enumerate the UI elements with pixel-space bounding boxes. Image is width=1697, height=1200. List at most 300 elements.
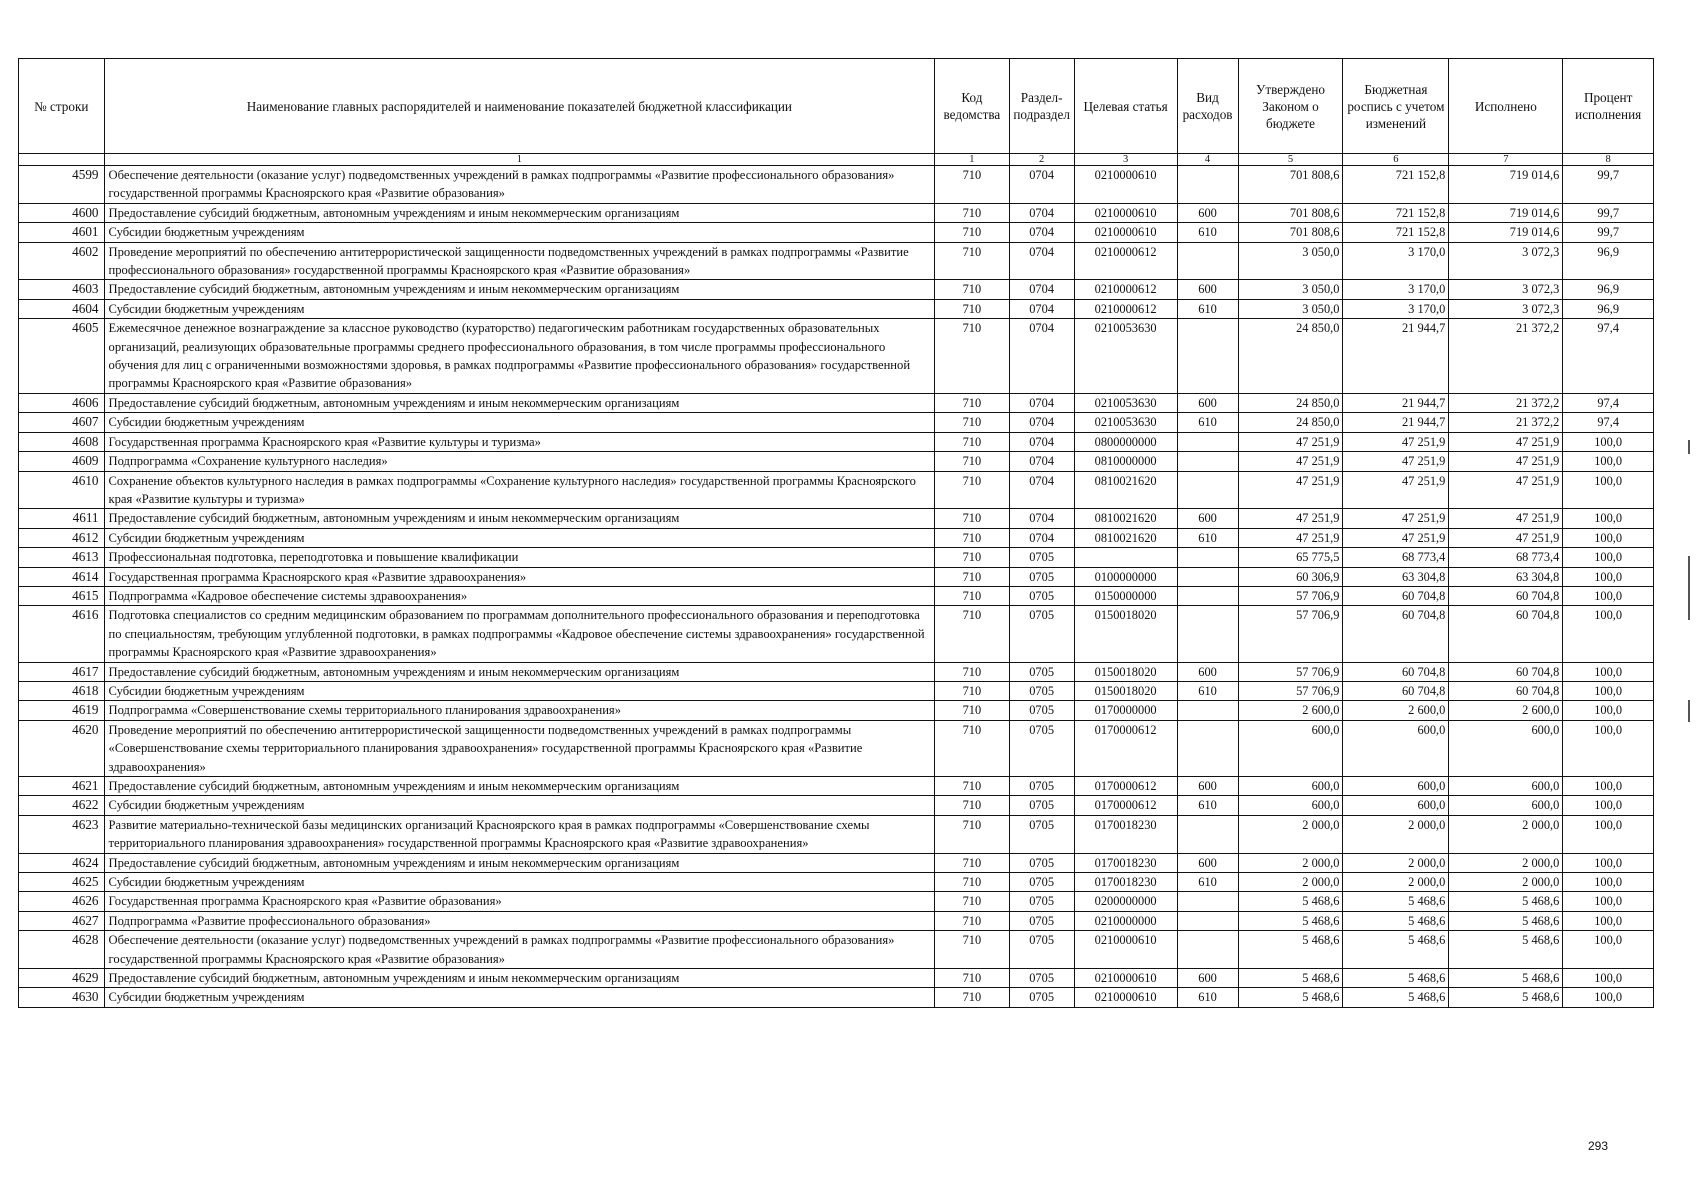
row-percent: 96,9 [1563,280,1654,299]
row-number: 4612 [19,528,105,547]
row-dept-code: 710 [935,969,1009,988]
row-dept-code: 710 [935,911,1009,930]
row-percent: 100,0 [1563,892,1654,911]
row-percent: 97,4 [1563,413,1654,432]
table-row [19,662,1654,681]
row-section: 0705 [1009,892,1074,911]
row-approved: 47 251,9 [1238,528,1343,547]
table-row [19,299,1654,318]
row-dept-code: 710 [935,662,1009,681]
row-executed: 47 251,9 [1449,528,1563,547]
table-row [19,567,1654,586]
row-executed: 60 704,8 [1449,681,1563,700]
row-name: Предоставление субсидий бюджетным, автономным учреждениям и иным некоммерческим организациям [104,509,935,528]
row-number: 4599 [19,166,105,204]
row-kind [1177,720,1238,776]
table-row [19,548,1654,567]
row-dept-code: 710 [935,280,1009,299]
header-target: Целевая статья [1074,59,1177,154]
row-percent: 100,0 [1563,432,1654,451]
scan-edge-mark [1688,700,1690,722]
row-number: 4613 [19,548,105,567]
header-row-no: № строки [19,59,105,154]
row-executed: 5 468,6 [1449,969,1563,988]
row-approved: 60 306,9 [1238,567,1343,586]
row-executed: 600,0 [1449,720,1563,776]
table-row [19,452,1654,471]
row-kind: 600 [1177,393,1238,412]
table-row [19,471,1654,509]
row-target: 0150000000 [1074,586,1177,605]
row-budget-painting: 47 251,9 [1343,528,1449,547]
scan-edge-mark [1688,440,1690,454]
row-executed: 5 468,6 [1449,988,1563,1007]
row-approved: 2 000,0 [1238,815,1343,853]
row-executed: 60 704,8 [1449,586,1563,605]
row-name: Подпрограмма «Сохранение культурного наследия» [104,452,935,471]
row-target: 0170000612 [1074,720,1177,776]
row-name: Субсидии бюджетным учреждениям [104,299,935,318]
row-dept-code: 710 [935,299,1009,318]
row-executed: 719 014,6 [1449,223,1563,242]
row-dept-code: 710 [935,815,1009,853]
column-number-row [19,154,1654,166]
row-dept-code: 710 [935,203,1009,222]
row-kind [1177,319,1238,394]
row-approved: 65 775,5 [1238,548,1343,567]
row-executed: 47 251,9 [1449,509,1563,528]
row-budget-painting: 5 468,6 [1343,892,1449,911]
row-dept-code: 710 [935,319,1009,394]
row-number: 4627 [19,911,105,930]
row-section: 0705 [1009,662,1074,681]
row-kind: 600 [1177,777,1238,796]
row-executed: 2 600,0 [1449,701,1563,720]
row-section: 0704 [1009,432,1074,451]
row-section: 0704 [1009,528,1074,547]
row-number: 4609 [19,452,105,471]
row-target: 0150018020 [1074,681,1177,700]
row-section: 0704 [1009,242,1074,280]
row-percent: 100,0 [1563,853,1654,872]
row-name: Предоставление субсидий бюджетным, автономным учреждениям и иным некоммерческим организациям [104,393,935,412]
row-number: 4604 [19,299,105,318]
row-approved: 600,0 [1238,777,1343,796]
row-approved: 57 706,9 [1238,586,1343,605]
row-executed: 60 704,8 [1449,662,1563,681]
row-kind: 600 [1177,969,1238,988]
table-row [19,720,1654,776]
header-kind: Вид расходов [1177,59,1238,154]
table-row [19,988,1654,1007]
row-budget-painting: 721 152,8 [1343,203,1449,222]
row-percent: 100,0 [1563,777,1654,796]
row-dept-code: 710 [935,223,1009,242]
row-dept-code: 710 [935,393,1009,412]
row-kind [1177,586,1238,605]
row-section: 0704 [1009,280,1074,299]
row-number: 4610 [19,471,105,509]
table-row [19,892,1654,911]
row-number: 4618 [19,681,105,700]
row-executed: 3 072,3 [1449,299,1563,318]
row-number: 4620 [19,720,105,776]
row-target: 0170000612 [1074,777,1177,796]
row-dept-code: 710 [935,548,1009,567]
row-dept-code: 710 [935,701,1009,720]
col-number: 4 [1177,154,1238,166]
row-executed: 21 372,2 [1449,393,1563,412]
row-budget-painting: 68 773,4 [1343,548,1449,567]
row-budget-painting: 5 468,6 [1343,911,1449,930]
row-percent: 100,0 [1563,720,1654,776]
row-target: 0800000000 [1074,432,1177,451]
row-target: 0170000000 [1074,701,1177,720]
row-executed: 600,0 [1449,777,1563,796]
row-budget-painting: 60 704,8 [1343,586,1449,605]
row-number: 4629 [19,969,105,988]
row-name: Субсидии бюджетным учреждениям [104,873,935,892]
row-number: 4630 [19,988,105,1007]
row-name: Предоставление субсидий бюджетным, автономным учреждениям и иным некоммерческим организациям [104,280,935,299]
row-dept-code: 710 [935,413,1009,432]
table-row [19,242,1654,280]
table-row [19,586,1654,605]
row-percent: 100,0 [1563,815,1654,853]
table-row [19,873,1654,892]
row-approved: 2 600,0 [1238,701,1343,720]
row-percent: 99,7 [1563,166,1654,204]
row-executed: 2 000,0 [1449,873,1563,892]
budget-table [18,58,1654,1008]
row-approved: 24 850,0 [1238,413,1343,432]
row-target [1074,548,1177,567]
row-budget-painting: 5 468,6 [1343,969,1449,988]
row-dept-code: 710 [935,606,1009,662]
row-approved: 57 706,9 [1238,662,1343,681]
row-budget-painting: 60 704,8 [1343,606,1449,662]
row-target: 0210000610 [1074,931,1177,969]
row-section: 0705 [1009,931,1074,969]
row-dept-code: 710 [935,586,1009,605]
row-target: 0210053630 [1074,319,1177,394]
row-number: 4615 [19,586,105,605]
row-section: 0705 [1009,681,1074,700]
row-kind [1177,166,1238,204]
row-section: 0705 [1009,720,1074,776]
col-number [19,154,105,166]
header-row [19,59,1654,154]
row-section: 0705 [1009,606,1074,662]
row-executed: 600,0 [1449,796,1563,815]
row-kind: 610 [1177,413,1238,432]
row-section: 0704 [1009,452,1074,471]
row-approved: 2 000,0 [1238,853,1343,872]
row-approved: 5 468,6 [1238,911,1343,930]
row-target: 0810021620 [1074,471,1177,509]
row-section: 0704 [1009,223,1074,242]
row-section: 0705 [1009,815,1074,853]
row-executed: 3 072,3 [1449,242,1563,280]
row-kind [1177,931,1238,969]
row-percent: 100,0 [1563,528,1654,547]
row-approved: 5 468,6 [1238,931,1343,969]
row-percent: 100,0 [1563,509,1654,528]
row-approved: 24 850,0 [1238,319,1343,394]
row-target: 0170000612 [1074,796,1177,815]
row-dept-code: 710 [935,853,1009,872]
header-name: Наименование главных распорядителей и наименование показателей бюджетной классификации [104,59,935,154]
table-row [19,432,1654,451]
row-section: 0705 [1009,853,1074,872]
row-section: 0705 [1009,567,1074,586]
row-dept-code: 710 [935,796,1009,815]
row-name: Подпрограмма «Совершенствование схемы территориального планирования здравоохранения» [104,701,935,720]
row-percent: 100,0 [1563,452,1654,471]
row-executed: 21 372,2 [1449,413,1563,432]
row-executed: 2 000,0 [1449,815,1563,853]
row-number: 4614 [19,567,105,586]
row-dept-code: 710 [935,931,1009,969]
row-target: 0100000000 [1074,567,1177,586]
row-budget-painting: 47 251,9 [1343,432,1449,451]
row-budget-painting: 5 468,6 [1343,988,1449,1007]
row-budget-painting: 600,0 [1343,720,1449,776]
row-percent: 100,0 [1563,586,1654,605]
row-name: Проведение мероприятий по обеспечению антитеррористической защищенности подведомственных учреждений в рамках подпрограммы «Развитие профессионального образования» государственной программы Красноярского края «Развитие образования» [104,242,935,280]
table-row [19,911,1654,930]
row-budget-painting: 21 944,7 [1343,319,1449,394]
row-name: Развитие материально-технической базы медицинских организаций Красноярского края в рамках подпрограммы «Совершенствование схемы территориального планирования здравоохранения» государственной программы Красноярского края «Развитие здравоохранения» [104,815,935,853]
row-budget-painting: 600,0 [1343,777,1449,796]
row-budget-painting: 21 944,7 [1343,413,1449,432]
row-approved: 24 850,0 [1238,393,1343,412]
row-kind [1177,548,1238,567]
col-number: 6 [1343,154,1449,166]
row-budget-painting: 2 000,0 [1343,873,1449,892]
row-kind: 610 [1177,873,1238,892]
row-percent: 100,0 [1563,873,1654,892]
row-name: Предоставление субсидий бюджетным, автономным учреждениям и иным некоммерческим организациям [104,853,935,872]
row-approved: 47 251,9 [1238,432,1343,451]
row-target: 0200000000 [1074,892,1177,911]
row-name: Профессиональная подготовка, переподготовка и повышение квалификации [104,548,935,567]
row-number: 4626 [19,892,105,911]
row-target: 0810021620 [1074,509,1177,528]
row-number: 4606 [19,393,105,412]
row-approved: 57 706,9 [1238,606,1343,662]
header-dept-code: Код ведомства [935,59,1009,154]
row-name: Обеспечение деятельности (оказание услуг) подведомственных учреждений в рамках подпрограммы «Развитие профессионального образования» государственной программы Красноярского края «Развитие образования» [104,166,935,204]
table-row [19,796,1654,815]
row-number: 4617 [19,662,105,681]
col-number: 3 [1074,154,1177,166]
row-budget-painting: 2 600,0 [1343,701,1449,720]
row-section: 0704 [1009,413,1074,432]
row-number: 4624 [19,853,105,872]
table-row [19,203,1654,222]
row-target: 0210053630 [1074,413,1177,432]
row-approved: 701 808,6 [1238,166,1343,204]
row-dept-code: 710 [935,720,1009,776]
row-name: Предоставление субсидий бюджетным, автономным учреждениям и иным некоммерческим организациям [104,662,935,681]
row-budget-painting: 600,0 [1343,796,1449,815]
row-executed: 719 014,6 [1449,203,1563,222]
row-name: Проведение мероприятий по обеспечению антитеррористической защищенности подведомственных учреждений в рамках подпрограммы «Совершенствование схемы территориального планирования здравоохранения» государственной программы Красноярского края «Развитие здравоохранения» [104,720,935,776]
row-executed: 5 468,6 [1449,911,1563,930]
row-budget-painting: 21 944,7 [1343,393,1449,412]
col-number: 8 [1563,154,1654,166]
row-budget-painting: 63 304,8 [1343,567,1449,586]
row-percent: 96,9 [1563,242,1654,280]
row-section: 0704 [1009,509,1074,528]
row-name: Обеспечение деятельности (оказание услуг) подведомственных учреждений в рамках подпрограммы «Развитие профессионального образования» государственной программы Красноярского края «Развитие образования» [104,931,935,969]
row-section: 0705 [1009,548,1074,567]
row-target: 0810021620 [1074,528,1177,547]
header-percent: Процент исполнения [1563,59,1654,154]
row-target: 0810000000 [1074,452,1177,471]
row-kind [1177,606,1238,662]
row-approved: 47 251,9 [1238,452,1343,471]
row-approved: 57 706,9 [1238,681,1343,700]
row-section: 0704 [1009,203,1074,222]
row-number: 4622 [19,796,105,815]
row-name: Предоставление субсидий бюджетным, автономным учреждениям и иным некоммерческим организациям [104,969,935,988]
row-kind [1177,567,1238,586]
table-row [19,777,1654,796]
row-dept-code: 710 [935,681,1009,700]
col-number: 2 [1009,154,1074,166]
row-executed: 3 072,3 [1449,280,1563,299]
table-row [19,223,1654,242]
row-name: Подпрограмма «Развитие профессионального образования» [104,911,935,930]
row-executed: 68 773,4 [1449,548,1563,567]
row-budget-painting: 721 152,8 [1343,166,1449,204]
row-target: 0170018230 [1074,853,1177,872]
row-approved: 47 251,9 [1238,471,1343,509]
row-section: 0704 [1009,471,1074,509]
row-section: 0704 [1009,393,1074,412]
row-percent: 100,0 [1563,471,1654,509]
row-kind: 610 [1177,681,1238,700]
row-percent: 100,0 [1563,796,1654,815]
row-kind [1177,911,1238,930]
row-target: 0170018230 [1074,815,1177,853]
row-dept-code: 710 [935,432,1009,451]
header-executed: Исполнено [1449,59,1563,154]
scan-edge-mark [1688,556,1690,620]
row-section: 0705 [1009,586,1074,605]
row-dept-code: 710 [935,509,1009,528]
row-percent: 100,0 [1563,548,1654,567]
row-budget-painting: 47 251,9 [1343,471,1449,509]
row-number: 4616 [19,606,105,662]
row-approved: 3 050,0 [1238,280,1343,299]
row-section: 0705 [1009,911,1074,930]
row-number: 4605 [19,319,105,394]
table-row [19,528,1654,547]
row-name: Ежемесячное денежное вознаграждение за классное руководство (кураторство) педагогическим работникам государственных образовательных организаций, реализующих образовательные программы среднего профессионального образования, в том числе программы профессионального обучения для лиц с ограниченными возможностями здоровья, в рамках подпрограммы «Развитие профессионального образования» государственной программы Красноярского края «Развитие образования» [104,319,935,394]
row-kind: 610 [1177,528,1238,547]
table-row [19,853,1654,872]
row-number: 4628 [19,931,105,969]
header-approved: Утверждено Законом о бюджете [1238,59,1343,154]
row-percent: 97,4 [1563,319,1654,394]
row-executed: 5 468,6 [1449,892,1563,911]
row-budget-painting: 2 000,0 [1343,853,1449,872]
row-name: Субсидии бюджетным учреждениям [104,528,935,547]
row-number: 4625 [19,873,105,892]
row-dept-code: 710 [935,166,1009,204]
row-dept-code: 710 [935,242,1009,280]
row-percent: 100,0 [1563,911,1654,930]
header-section: Раздел-подраздел [1009,59,1074,154]
row-dept-code: 710 [935,873,1009,892]
row-budget-painting: 3 170,0 [1343,280,1449,299]
row-target: 0150018020 [1074,662,1177,681]
row-section: 0705 [1009,796,1074,815]
col-number: 1 [104,154,935,166]
row-executed: 47 251,9 [1449,452,1563,471]
col-number: 7 [1449,154,1563,166]
row-kind: 600 [1177,853,1238,872]
row-target: 0150018020 [1074,606,1177,662]
row-target: 0210000610 [1074,988,1177,1007]
page-number: 293 [1588,1139,1609,1153]
row-executed: 719 014,6 [1449,166,1563,204]
row-executed: 5 468,6 [1449,931,1563,969]
table-row [19,606,1654,662]
row-name: Субсидии бюджетным учреждениям [104,681,935,700]
row-name: Государственная программа Красноярского края «Развитие образования» [104,892,935,911]
row-executed: 47 251,9 [1449,432,1563,451]
table-row [19,681,1654,700]
row-number: 4619 [19,701,105,720]
row-kind: 610 [1177,988,1238,1007]
row-approved: 701 808,6 [1238,203,1343,222]
row-target: 0210000610 [1074,166,1177,204]
row-dept-code: 710 [935,892,1009,911]
col-number: 5 [1238,154,1343,166]
table-row [19,413,1654,432]
row-name: Подготовка специалистов со средним медицинским образованием по программам дополнительного профессионального образования и переподготовка по специальностям, требующим углубленной подготовки, в рамках подпрограммы «Кадровое обеспечение системы здравоохранения» государственной программы Красноярского края «Развитие здравоохранения» [104,606,935,662]
row-percent: 100,0 [1563,701,1654,720]
budget-table-sheet [18,58,1654,1008]
row-name: Государственная программа Красноярского края «Развитие культуры и туризма» [104,432,935,451]
row-kind: 600 [1177,280,1238,299]
row-approved: 5 468,6 [1238,892,1343,911]
row-name: Субсидии бюджетным учреждениям [104,223,935,242]
row-name: Государственная программа Красноярского края «Развитие здравоохранения» [104,567,935,586]
row-name: Подпрограмма «Кадровое обеспечение системы здравоохранения» [104,586,935,605]
row-target: 0210053630 [1074,393,1177,412]
row-percent: 99,7 [1563,223,1654,242]
table-row [19,280,1654,299]
row-percent: 100,0 [1563,567,1654,586]
row-kind: 610 [1177,223,1238,242]
row-target: 0170018230 [1074,873,1177,892]
row-kind [1177,242,1238,280]
row-target: 0210000612 [1074,299,1177,318]
row-dept-code: 710 [935,452,1009,471]
row-kind [1177,701,1238,720]
row-percent: 99,7 [1563,203,1654,222]
table-row [19,931,1654,969]
row-approved: 3 050,0 [1238,299,1343,318]
row-kind: 600 [1177,509,1238,528]
row-number: 4602 [19,242,105,280]
row-section: 0705 [1009,969,1074,988]
